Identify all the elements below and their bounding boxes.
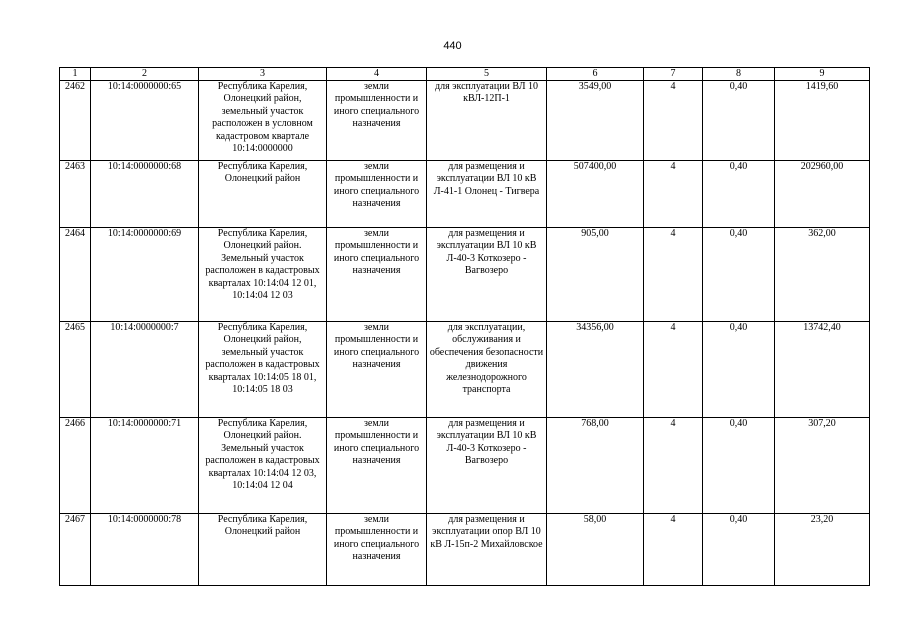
table-row: [60, 322, 870, 418]
rate-cell: 0,40: [703, 322, 775, 418]
value-cell: 1419,60: [775, 81, 870, 161]
rate-cell: 0,40: [703, 81, 775, 161]
header-row: [60, 68, 870, 81]
permitted-use-cell: для размещения и эксплуатации опор ВЛ 10 кВ Л-15п-2 Михайловское: [427, 514, 547, 586]
cadastral-number-cell: 10:14:0000000:65: [91, 81, 199, 161]
area-cell: 58,00: [547, 514, 644, 586]
header-col-7: 7: [644, 68, 703, 81]
table-row: [60, 418, 870, 514]
row-number-cell: 2465: [60, 322, 91, 418]
land-category-cell: земли промышленности и иного специального назначения: [327, 514, 427, 586]
value-cell: 307,20: [775, 418, 870, 514]
table-row: [60, 161, 870, 228]
row-number-cell: 2464: [60, 228, 91, 322]
value-cell: 202960,00: [775, 161, 870, 228]
cadastral-number-cell: 10:14:0000000:68: [91, 161, 199, 228]
row-number-cell: 2466: [60, 418, 91, 514]
area-cell: 34356,00: [547, 322, 644, 418]
rate-cell: 0,40: [703, 228, 775, 322]
value-cell: 13742,40: [775, 322, 870, 418]
group-cell: 4: [644, 514, 703, 586]
land-category-cell: земли промышленности и иного специального назначения: [327, 322, 427, 418]
permitted-use-cell: для эксплуатации, обслуживания и обеспечения безопасности движения железнодорожного транспорта: [427, 322, 547, 418]
value-cell: 23,20: [775, 514, 870, 586]
cadastral-number-cell: 10:14:0000000:69: [91, 228, 199, 322]
location-cell: Республика Карелия, Олонецкий район: [199, 161, 327, 228]
page-number: 440: [443, 40, 462, 52]
row-number-cell: 2467: [60, 514, 91, 586]
header-col-4: 4: [327, 68, 427, 81]
cadastral-number-cell: 10:14:0000000:78: [91, 514, 199, 586]
rate-cell: 0,40: [703, 418, 775, 514]
header-col-6: 6: [547, 68, 644, 81]
header-col-5: 5: [427, 68, 547, 81]
land-register-table: [59, 67, 870, 586]
group-cell: 4: [644, 81, 703, 161]
row-number-cell: 2462: [60, 81, 91, 161]
area-cell: 3549,00: [547, 81, 644, 161]
area-cell: 905,00: [547, 228, 644, 322]
table-row: [60, 81, 870, 161]
rate-cell: 0,40: [703, 161, 775, 228]
location-cell: Республика Карелия, Олонецкий район. Земельный участок расположен в кадастровых кварталах 10:14:04 12 03, 10:14:04 12 04: [199, 418, 327, 514]
cadastral-number-cell: 10:14:0000000:7: [91, 322, 199, 418]
table-row: [60, 514, 870, 586]
location-cell: Республика Карелия, Олонецкий район. Земельный участок расположен в кадастровых кварталах 10:14:04 12 01, 10:14:04 12 03: [199, 228, 327, 322]
location-cell: Республика Карелия, Олонецкий район: [199, 514, 327, 586]
header-col-9: 9: [775, 68, 870, 81]
permitted-use-cell: для размещения и эксплуатации ВЛ 10 кВ Л-40-3 Коткозеро - Вагвозеро: [427, 228, 547, 322]
area-cell: 507400,00: [547, 161, 644, 228]
header-col-2: 2: [91, 68, 199, 81]
header-col-1: 1: [60, 68, 91, 81]
land-category-cell: земли промышленности и иного специального назначения: [327, 228, 427, 322]
group-cell: 4: [644, 322, 703, 418]
land-category-cell: земли промышленности и иного специального назначения: [327, 81, 427, 161]
location-cell: Республика Карелия, Олонецкий район, земельный участок расположен в условном кадастровом квартале 10:14:0000000: [199, 81, 327, 161]
value-cell: 362,00: [775, 228, 870, 322]
group-cell: 4: [644, 228, 703, 322]
land-category-cell: земли промышленности и иного специального назначения: [327, 418, 427, 514]
table-row: [60, 228, 870, 322]
permitted-use-cell: для размещения и эксплуатации ВЛ 10 кВ Л-41-1 Олонец - Тигвера: [427, 161, 547, 228]
row-number-cell: 2463: [60, 161, 91, 228]
area-cell: 768,00: [547, 418, 644, 514]
cadastral-number-cell: 10:14:0000000:71: [91, 418, 199, 514]
header-col-3: 3: [199, 68, 327, 81]
group-cell: 4: [644, 418, 703, 514]
permitted-use-cell: для эксплуатации ВЛ 10 кВЛ-12П-1: [427, 81, 547, 161]
location-cell: Республика Карелия, Олонецкий район, земельный участок расположен в кадастровых кварталах 10:14:05 18 01, 10:14:05 18 03: [199, 322, 327, 418]
header-col-8: 8: [703, 68, 775, 81]
land-category-cell: земли промышленности и иного специального назначения: [327, 161, 427, 228]
permitted-use-cell: для размещения и эксплуатации ВЛ 10 кВ Л-40-3 Коткозеро - Вагвозеро: [427, 418, 547, 514]
group-cell: 4: [644, 161, 703, 228]
rate-cell: 0,40: [703, 514, 775, 586]
